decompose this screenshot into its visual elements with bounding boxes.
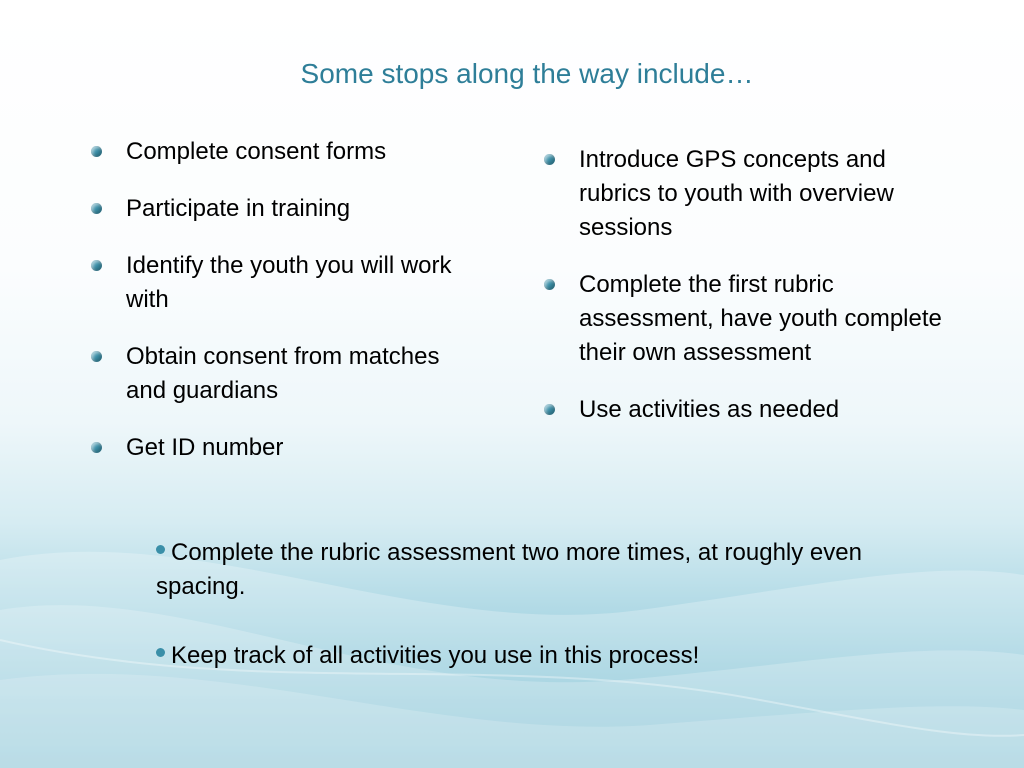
list-item-text: Complete consent forms bbox=[126, 138, 387, 165]
list-item-text: Get ID number bbox=[126, 434, 284, 461]
list-item bbox=[126, 135, 466, 169]
left-bullet-list bbox=[126, 135, 466, 488]
list-item-text: Participate in training bbox=[126, 195, 351, 222]
list-item-text: Introduce GPS concepts and rubrics to youth with overview sessions bbox=[579, 146, 894, 241]
bullet-icon bbox=[91, 351, 102, 362]
bottom-bullet bbox=[156, 536, 956, 604]
list-item bbox=[579, 393, 959, 427]
bullet-icon bbox=[544, 279, 555, 290]
bottom-bullet-text: Keep track of all activities you use in this process! bbox=[171, 642, 700, 669]
bullet-icon bbox=[544, 154, 555, 165]
list-item bbox=[126, 431, 466, 465]
bullet-icon bbox=[91, 203, 102, 214]
bullet-icon bbox=[156, 648, 165, 657]
list-item bbox=[579, 268, 959, 370]
bottom-bullet bbox=[156, 639, 956, 673]
list-item bbox=[126, 340, 466, 408]
list-item bbox=[126, 249, 466, 317]
bullet-icon bbox=[544, 404, 555, 415]
list-item-text: Obtain consent from matches and guardians bbox=[126, 343, 440, 404]
bottom-bullet-text: Complete the rubric assessment two more times, at roughly even spacing. bbox=[156, 539, 862, 600]
bullet-icon bbox=[91, 260, 102, 271]
slide-title: Some stops along the way include… bbox=[300, 58, 754, 89]
right-bullet-list bbox=[579, 143, 959, 450]
list-item bbox=[126, 192, 466, 226]
list-item bbox=[579, 143, 959, 245]
bullet-icon bbox=[91, 146, 102, 157]
bullet-icon bbox=[156, 545, 165, 554]
list-item-text: Use activities as needed bbox=[579, 396, 840, 423]
list-item-text: Identify the youth you will work with bbox=[126, 252, 452, 313]
list-item-text: Complete the first rubric assessment, have youth complete their own assessment bbox=[579, 271, 942, 366]
bullet-icon bbox=[91, 442, 102, 453]
